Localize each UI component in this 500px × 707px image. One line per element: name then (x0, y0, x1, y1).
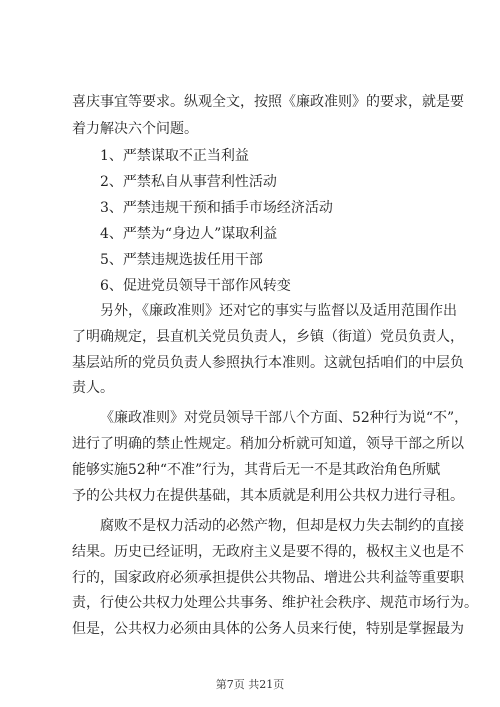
page-number: 第7页 共21页 (215, 678, 285, 691)
list-item: 1、严禁谋取不正当利益 (100, 148, 249, 164)
paragraph-line: 责，行使公共权力处理公共事务、维护社会秩序、规范市场行为。 (72, 595, 478, 611)
list-item: 4、严禁为“身边人”谋取利益 (100, 226, 278, 242)
list-item: 5、严禁违规选拔任用干部 (100, 252, 263, 268)
list-item: 6、促进党员领导干部作风转变 (100, 278, 291, 294)
paragraph-line: 着力解决六个问题。 (72, 121, 198, 137)
paragraph-line: 喜庆事宜等要求。纵观全文，按照《廉政准则》的要求，就是要 (72, 94, 464, 110)
paragraph-line: 能够实施52种“不准”行为，其背后无一不是其政治角色所赋 (72, 462, 441, 478)
paragraph-line: 进行了明确的禁止性规定。稍加分析就可知道，领导干部之所以 (72, 436, 464, 452)
paragraph-line: 但是，公共权力必须由具体的公务人员来行使，特别是掌握最为 (72, 621, 464, 637)
paragraph-line: 另外，《廉政准则》还对它的事实与监督以及适用范围作出 (100, 303, 457, 319)
paragraph-line: 行的，国家政府必须承担提供公共物品、增进公共利益等重要职 (72, 570, 464, 586)
paragraph-line: 予的公共权力在提供基础，其本质就是利用公共权力进行寻租。 (72, 488, 464, 504)
paragraph-line: 基层站所的党员负责人参照执行本准则。这就包括咱们的中层负 (72, 355, 464, 371)
paragraph-line: 《廉政准则》对党员领导干部八个方面、52种行为说“不”， (100, 410, 469, 426)
paragraph-line: 责人。 (72, 380, 114, 396)
paragraph-line: 了明确规定，县直机关党员负责人，乡镇（街道）党员负责人， (72, 329, 464, 345)
paragraph-line: 腐败不是权力活动的必然产物，但却是权力失去制约的直接 (100, 518, 464, 534)
list-item: 2、严禁私自从事营利性活动 (100, 174, 277, 190)
list-item: 3、严禁违规干预和插手市场经济活动 (100, 200, 333, 216)
paragraph-line: 结果。历史已经证明，无政府主义是要不得的，极权主义也是不 (72, 544, 464, 560)
